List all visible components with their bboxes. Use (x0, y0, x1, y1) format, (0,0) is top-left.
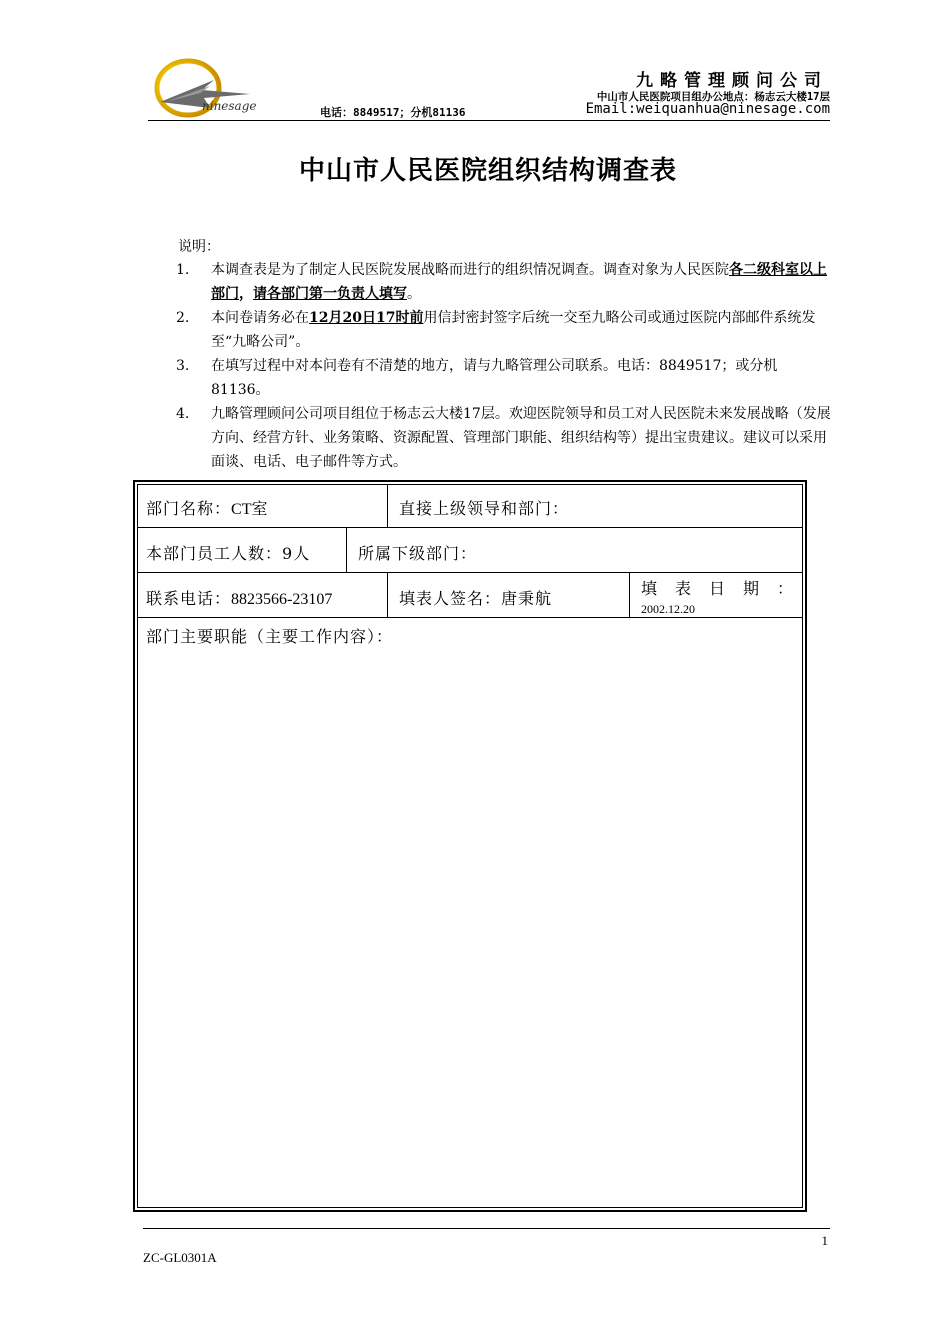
note-emphasis: 请各部门第一负责人填写 (253, 286, 407, 302)
date-label: 填表日期： (641, 579, 812, 598)
dept-name-value: CT室 (231, 501, 268, 518)
duties-input-area[interactable] (138, 645, 802, 1207)
phone-value: 8823566-23107 (231, 591, 333, 608)
note-item-4: 4. 九略管理顾问公司项目组位于杨志云大楼17层。欢迎医院领导和员工对人民医院未来发展战略（发展方向、经营方针、业务策略、资源配置、管理部门职能、组织结构等）提出宝贵建议。建议可以采用面谈、电话、电子邮件等方式。 (176, 406, 831, 470)
svg-text:ninesage: ninesage (202, 99, 257, 113)
form-col-divider (629, 572, 630, 617)
form-row-divider (138, 572, 802, 573)
company-logo (152, 58, 264, 124)
staff-count-field[interactable]: 本部门员工人数：9人 (146, 544, 311, 563)
footer-divider (143, 1228, 830, 1229)
staff-count-value: 9人 (282, 544, 311, 563)
signer-value: 唐秉航 (501, 589, 553, 608)
duties-label: 部门主要职能（主要工作内容）： (146, 627, 394, 646)
phone-field[interactable]: 联系电话：8823566-23107 (146, 589, 333, 608)
note-emphasis: 各二级科室以上部门 (211, 262, 827, 302)
notes-list (176, 258, 832, 474)
note-item-3: 3. 在填写过程中对本问卷有不清楚的地方，请与九略管理公司联系。电话：8849517；或分机81136。 (176, 358, 778, 398)
header-divider (148, 120, 830, 121)
document-title: 中山市人民医院组织结构调查表 (298, 156, 677, 186)
subordinate-field[interactable]: 所属下级部门： (358, 544, 478, 563)
date-value[interactable]: 2002.12.20 (641, 602, 695, 616)
company-address: 中山市人民医院项目组办公地点：杨志云大楼17层 (596, 91, 830, 103)
notes-label: 说明： (178, 239, 220, 255)
company-email: Email:weiquanhua@ninesage.com (585, 101, 830, 117)
form-row-divider (138, 617, 802, 618)
deadline-emphasis: 12月20日17时前 (309, 310, 424, 326)
document-code: ZC-GL0301A (143, 1250, 217, 1265)
note-item-2: 2. 本问卷请务必在12月20日17时前用信封密封签字后统一交至九略公司或通过医院内部邮件系统发至“九略公司”。 (176, 310, 816, 350)
form-row-divider (138, 527, 802, 528)
superior-field[interactable]: 直接上级领导和部门： (399, 499, 570, 518)
page-number: 1 (821, 1233, 828, 1248)
form-col-divider (346, 527, 347, 572)
dept-name-field[interactable]: 部门名称：CT室 (146, 499, 268, 518)
form-col-divider (387, 485, 388, 527)
form-col-divider (387, 572, 388, 617)
company-name: 九略管理顾问公司 (636, 71, 828, 91)
signer-field[interactable]: 填表人签名：唐秉航 (399, 589, 553, 608)
company-phone: 电话：8849517；分机81136 (320, 106, 466, 119)
survey-form-table (133, 480, 812, 1212)
note-item-1: 1. 本调查表是为了制定人民医院发展战略而进行的组织情况调查。调查对象为人民医院各二级科室以上部门，请各部门第一负责人填写。 (176, 262, 827, 302)
